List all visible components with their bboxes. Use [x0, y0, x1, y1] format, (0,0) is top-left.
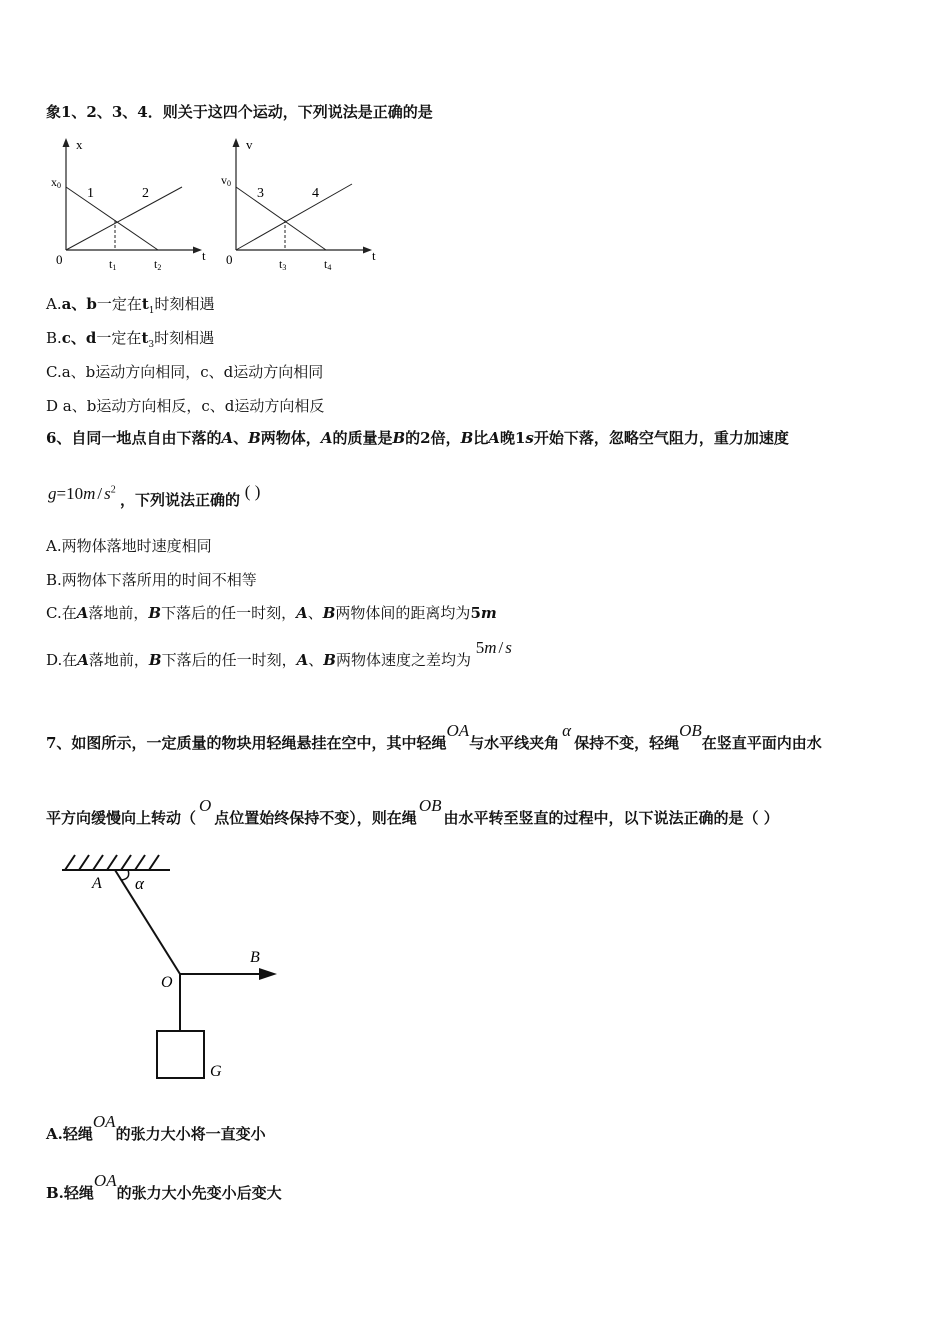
velocity-diff-formula: 5m / s	[475, 638, 512, 657]
xt-x-label: t	[202, 248, 206, 263]
label-alpha: α	[135, 874, 144, 893]
xt-graph	[44, 134, 224, 274]
vt-x-label: t	[372, 248, 376, 263]
xt-line-1-label: 1	[87, 186, 94, 201]
rope-diagram	[55, 848, 295, 1088]
xt-line-2	[66, 187, 182, 250]
q7-stem-line1: 7、如图所示，一定质量的物块用轻绳悬挂在空中，其中轻绳OA与水平线夹角α保持不变，轻绳OB在竖直平面内由水	[46, 721, 822, 752]
ceiling-hatch	[65, 855, 159, 870]
q5-option-d: D a、b运动方向相反，c、d运动方向相反	[46, 397, 325, 415]
xt-y-label: x	[76, 137, 83, 152]
q5-option-c: C.a、b运动方向相同，c、d运动方向相同	[46, 363, 324, 381]
label-b: B	[250, 949, 260, 966]
vt-line-3-label: 3	[257, 186, 264, 201]
label-o: O	[161, 974, 173, 991]
label-a: A	[92, 875, 102, 892]
vt-y-arrow	[233, 138, 240, 147]
q7-stem-line2: 平方向缓慢向上转动（O点位置始终保持不变），则在绳OB由水平转至竖直的过程中，以下说法正确的是（ ）	[46, 796, 779, 827]
vt-t4-label: t4	[324, 257, 332, 272]
xt-t2-label: t2	[154, 257, 162, 272]
rope-oa	[115, 870, 180, 974]
vt-x-arrow	[363, 247, 372, 254]
vt-v0: v0	[221, 173, 231, 188]
g-formula: $g=10m / s^2$	[48, 483, 116, 503]
vt-line-4	[236, 184, 352, 250]
answer-paren: ( )	[244, 481, 261, 501]
xt-y-arrow	[63, 138, 70, 147]
xt-x-arrow	[193, 247, 202, 254]
xt-t1-label: t1	[109, 257, 117, 272]
q6-stem: 6、自同一地点自由下落的A、B两物体，A的质量是B的2倍，B比A晚1s开始下落，忽略空气阻力，重力加速度	[46, 429, 789, 447]
q6-option-b: B.两物体下落所用的时间不相等	[46, 571, 257, 589]
vt-graph	[214, 134, 394, 274]
angle-arc	[121, 870, 129, 880]
q7-option-a: A.轻绳OA的张力大小将一直变小	[46, 1112, 266, 1143]
xt-origin: 0	[56, 252, 63, 267]
xt-line-2-label: 2	[142, 186, 149, 201]
vt-origin: 0	[226, 252, 233, 267]
vt-t3-label: t3	[279, 257, 287, 272]
q6-formula-line: $g=10m / s^2$ ，下列说法正确的 ( )	[48, 481, 261, 509]
q5-option-b: B.c、d一定在$t_3$时刻相遇	[46, 329, 215, 350]
vt-y-label: v	[246, 137, 253, 152]
q5-option-a: A.a、b一定在$t_1$时刻相遇	[46, 295, 215, 316]
q6-option-c: C.在A落地前，B下落后的任一时刻，A、B两物体间的距离均为5m	[46, 604, 497, 622]
q6-option-d: D.在A落地前，B下落后的任一时刻，A、B两物体速度之差均为 5m / s	[46, 638, 512, 669]
label-g: G	[210, 1063, 222, 1080]
q7-option-b: B.轻绳OA的张力大小先变小后变大	[46, 1171, 282, 1202]
vt-line-4-label: 4	[312, 186, 319, 201]
xt-x0: x0	[51, 175, 61, 190]
arrow-b	[259, 968, 277, 980]
q5-intro: 象1、2、3、4．则关于这四个运动，下列说法是正确的是	[46, 103, 433, 121]
q6-option-a: A.两物体落地时速度相同	[46, 537, 212, 555]
block-g	[157, 1031, 204, 1078]
